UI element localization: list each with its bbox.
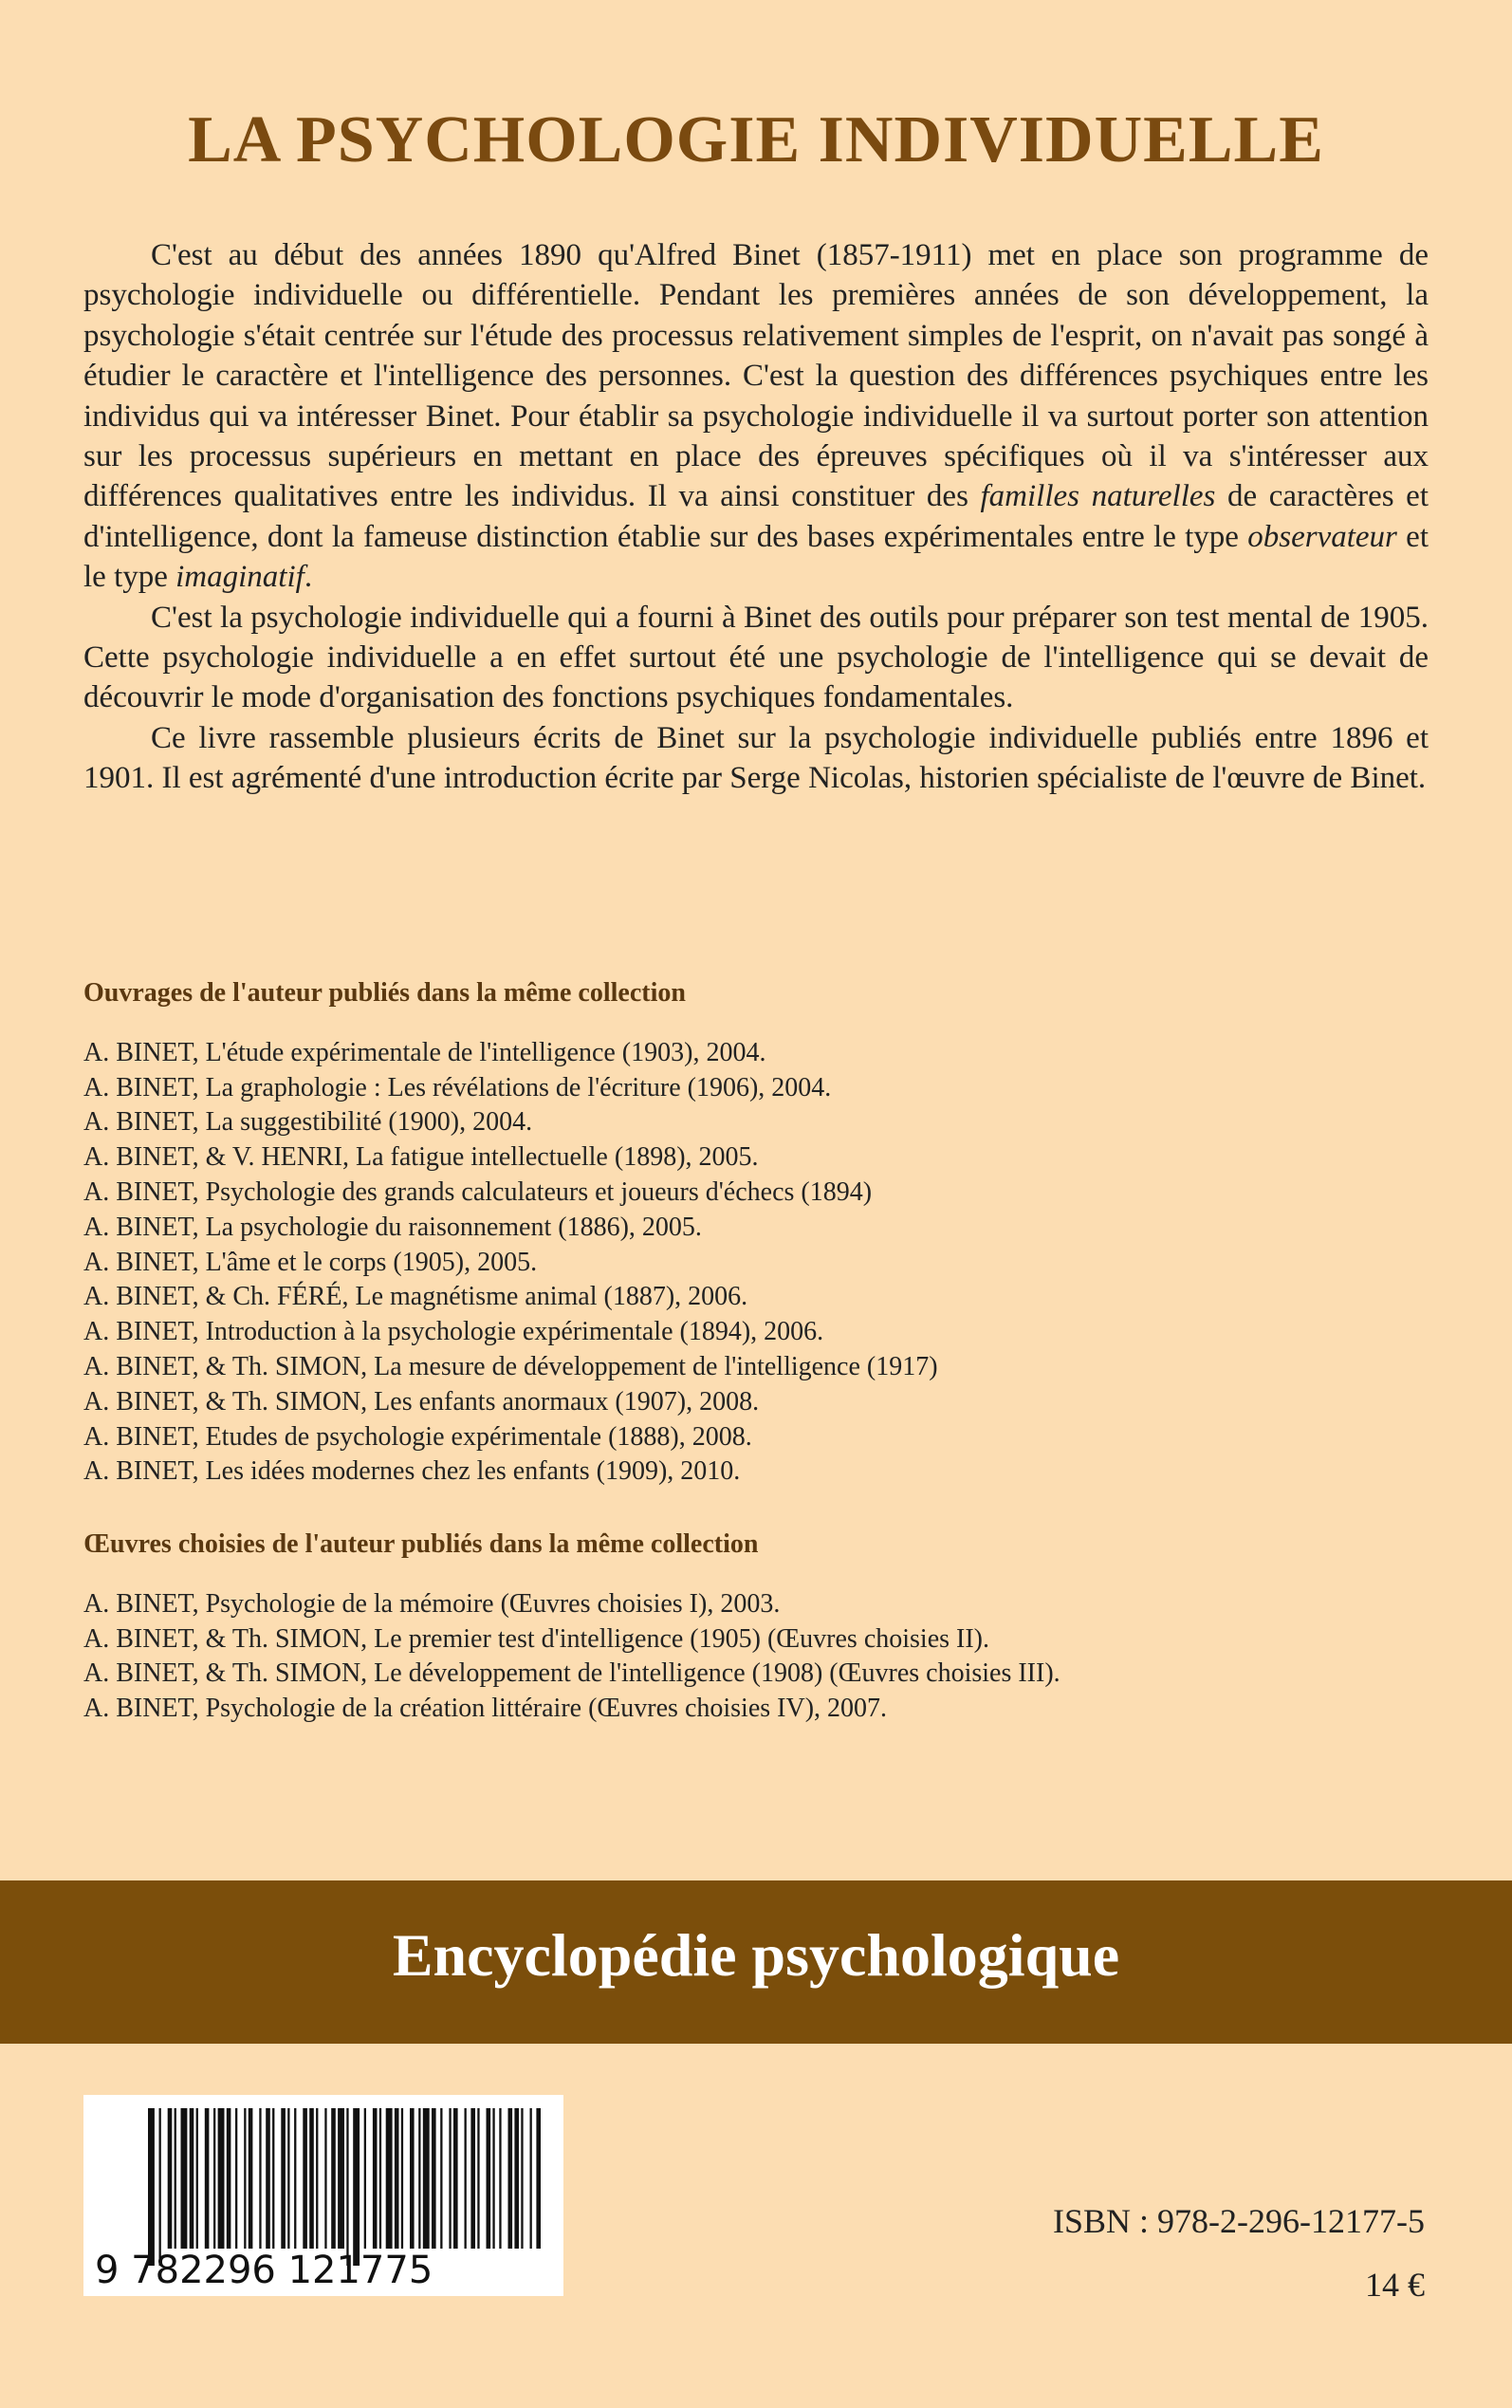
barcode-bar — [410, 2108, 415, 2249]
barcode-bar — [272, 2108, 274, 2249]
barcode-bar — [514, 2108, 519, 2249]
list-item: A. BINET, & V. HENRI, La fatigue intellectuelle (1898), 2005. — [83, 1142, 759, 1173]
barcode-bar — [477, 2108, 479, 2249]
barcode-bar — [227, 2108, 231, 2249]
barcode-bar — [499, 2108, 501, 2249]
barcode-bar — [453, 2108, 458, 2249]
list-item: A. BINET, & Th. SIMON, Le premier test d'intelligence (1905) (Œuvres choisies II). — [83, 1623, 990, 1654]
italic-term: observateur — [1247, 519, 1397, 554]
barcode-bar — [190, 2108, 194, 2249]
list-item: A. BINET, L'étude expérimentale de l'intelligence (1903), 2004. — [83, 1037, 766, 1067]
list-item: A. BINET, La suggestibilité (1900), 2004. — [83, 1107, 533, 1138]
selected-works-list — [83, 1587, 1429, 1727]
barcode-bar — [470, 2108, 475, 2249]
italic-term: familles naturelles — [980, 479, 1216, 514]
collection-banner — [0, 1880, 1512, 2044]
barcode-bar — [309, 2108, 314, 2249]
barcode-bar — [175, 2108, 176, 2249]
barcode-bar — [303, 2108, 307, 2249]
summary-paragraph-3: Ce livre rassemble plusieurs écrits de Binet sur la psychologie individuelle publiés entre 1896 et 1901. Il est agrémenté d'une introduction écrite par Serge Nicolas, historien spécialiste de l'œuvre de Binet. — [83, 720, 1429, 796]
barcode-bar — [196, 2108, 198, 2249]
list-item: A. BINET, & Th. SIMON, La mesure de développement de l'intelligence (1917) — [83, 1351, 938, 1381]
barcode-bar — [281, 2108, 286, 2249]
list-item: A. BINET, & Ch. FÉRÉ, Le magnétisme animal (1887), 2006. — [83, 1282, 748, 1312]
barcode-bar — [159, 2108, 161, 2266]
barcode-bar — [530, 2108, 532, 2249]
barcode-bar — [401, 2108, 403, 2249]
book-title: LA PSYCHOLOGIE INDIVIDUELLE — [188, 103, 1324, 176]
barcode-bar — [364, 2108, 366, 2249]
barcode-bar — [294, 2108, 296, 2249]
selected-works-heading: Œuvres choisies de l'auteur publiés dans la même collection — [83, 1529, 759, 1559]
price: 14 € — [1365, 2266, 1425, 2304]
barcode-bar — [386, 2108, 393, 2249]
list-item: A. BINET, & Th. SIMON, Le développement de l'intelligence (1908) (Œuvres choisies III). — [83, 1658, 1060, 1689]
summary-paragraph-1: C'est au début des années 1890 qu'Alfred Binet (1857-1911) met en place son programme de psychologie individuelle ou différentielle. Pendant les premières années de son développement, la psychologie s'était centrée sur l'étude des processus relativement simples de l'esprit, on n'avait pas songé à étudier le caractère et l'intelligence des personnes. C'est la question des différences psychiques entre les individus qui va intéresser Binet. Pour établir sa psychologie individuelle il va surtout porter son attention sur les processus supérieurs en mettant en place des épreuves spécifiques où il va s'intéresser aux différences qualitatives entre les individus. Il va ainsi constituer des familles naturelles de caractères et d'intelligence, dont la fameuse distinction établie sur des bases expérimentales entre le type observateur et le type imaginatif. — [83, 238, 1429, 595]
barcode-bar — [338, 2108, 344, 2249]
list-item: A. BINET, Psychologie des grands calculateurs et joueurs d'échecs (1894) — [83, 1176, 873, 1207]
works-list-section — [83, 976, 1429, 1490]
barcode-bar — [324, 2108, 326, 2249]
barcode-bar — [508, 2108, 513, 2249]
barcode-bar — [379, 2108, 381, 2249]
barcode-bar — [287, 2108, 289, 2249]
list-item: A. BINET, Introduction à la psychologie expérimentale (1894), 2006. — [83, 1317, 824, 1347]
barcode-bar — [218, 2108, 225, 2249]
barcode-graphic — [83, 2095, 563, 2296]
barcode-bar — [168, 2108, 173, 2249]
list-item: A. BINET, La psychologie du raisonnement (1886), 2005. — [83, 1212, 702, 1242]
barcode-bar — [331, 2108, 336, 2249]
barcode-bar — [395, 2108, 399, 2249]
list-item: A. BINET, Etudes de psychologie expérimentale (1888), 2008. — [83, 1421, 752, 1452]
selected-works-section — [83, 1528, 1429, 1727]
barcode-bar — [249, 2108, 253, 2249]
barcode-bar — [487, 2108, 491, 2249]
summary-paragraph-2: C'est la psychologie individuelle qui a fourni à Binet des outils pour préparer son test mental de 1905. Cette psychologie individuelle a en effet surtout été une psychologie de l'intelligence qui se devait de découvrir le mode d'organisation des fonctions psychiques fondamentales. — [83, 600, 1429, 715]
barcode-bar — [213, 2108, 215, 2249]
barcode-bar — [536, 2108, 541, 2249]
back-cover-summary — [83, 235, 1429, 799]
list-item: A. BINET, Les idées modernes chez les enfants (1909), 2010. — [83, 1456, 741, 1487]
barcode-bar — [373, 2108, 378, 2249]
barcode-bar — [353, 2108, 360, 2266]
barcode-bar — [418, 2108, 420, 2249]
barcode-bar — [521, 2108, 523, 2249]
barcode-bar — [346, 2108, 348, 2266]
barcode-bar — [440, 2108, 442, 2249]
collection-name: Encyclopédie psychologique — [392, 1921, 1120, 1989]
barcode — [83, 2095, 563, 2296]
italic-term: imaginatif — [175, 560, 304, 595]
barcode-bar — [432, 2108, 436, 2249]
barcode-bar — [492, 2108, 494, 2249]
barcode-bar — [244, 2108, 246, 2249]
barcode-bar — [465, 2108, 467, 2249]
barcode-bar — [423, 2108, 430, 2249]
list-item: A. BINET, & Th. SIMON, Les enfants anormaux (1907), 2008. — [83, 1386, 760, 1417]
barcode-bar — [259, 2108, 261, 2249]
list-item: A. BINET, L'âme et le corps (1905), 2005. — [83, 1247, 538, 1277]
isbn: ISBN : 978-2-296-12177-5 — [1053, 2202, 1425, 2240]
list-item: A. BINET, Psychologie de la création littéraire (Œuvres choisies IV), 2007. — [83, 1694, 888, 1724]
barcode-bar — [181, 2108, 188, 2249]
list-item: A. BINET, La graphologie : Les révélations de l'écriture (1906), 2004. — [83, 1072, 832, 1102]
barcode-digits: 9 782296 121775 — [95, 2249, 433, 2292]
barcode-bar — [205, 2108, 210, 2249]
barcode-bar — [449, 2108, 451, 2249]
barcode-bar — [148, 2108, 155, 2266]
list-item: A. BINET, Psychologie de la mémoire (Œuvres choisies I), 2003. — [83, 1588, 781, 1619]
works-list — [83, 1036, 1429, 1490]
barcode-bar — [266, 2108, 270, 2249]
barcode-bar — [316, 2108, 318, 2249]
barcode-bar — [235, 2108, 237, 2249]
works-heading: Ouvrages de l'auteur publiés dans la même collection — [83, 978, 686, 1008]
